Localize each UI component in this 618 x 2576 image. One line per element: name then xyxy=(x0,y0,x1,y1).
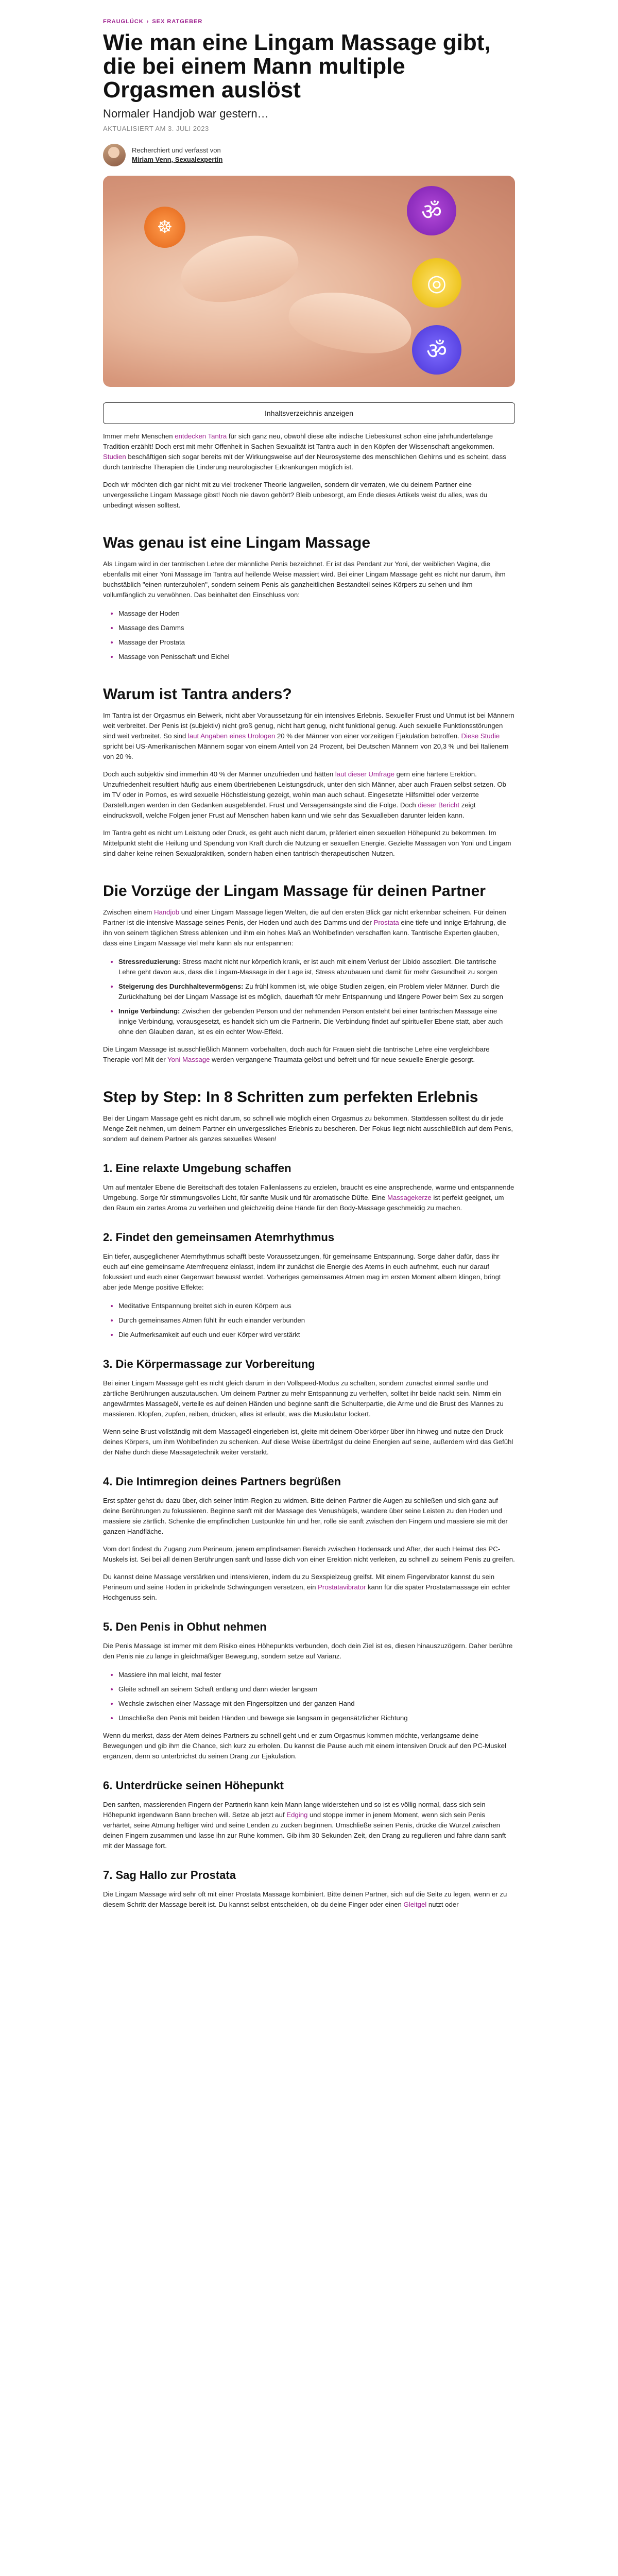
section-paragraph: Bei der Lingam Massage geht es nicht darum, so schnell wie möglich einen Orgasmus zu bekommen. Stattdessen solltest du dir jede Menge Zeit nehmen, um deinem Partner ein unvergessliches Erlebnis zu bescheren. Der Fokus liegt nicht ausschließlich auf dem Penis, sondern auf deinem Partner als ganzes sexuelles Wesen! xyxy=(103,1114,513,1143)
crown-chakra-icon: ॐ xyxy=(407,186,456,235)
list-item: • Massage der Prostata xyxy=(118,637,515,648)
section-heading-tantra: Warum ist Tantra anders? xyxy=(103,686,292,703)
text: spricht bei US-Amerikanischen Männern sogar von einem Anteil von 24 Prozent, bei Deutschen Männern von 20,3 % und bei Italienern von 20 %. xyxy=(103,742,509,760)
step-heading-5: 5. Den Penis in Obhut nehmen xyxy=(103,1620,267,1633)
step-heading-3: 3. Die Körpermassage zur Vorbereitung xyxy=(103,1358,315,1370)
text: beschäftigen sich sogar bereits mit der Wirkungsweise auf der Neurosysteme des menschlichen Gehirns und es scheint, dass durch tantrische Therapien die Linderung neurologischer Erkrankungen möglich ist. xyxy=(103,453,506,471)
text: für sich ganz neu, obwohl diese alte indische Liebeskunst schon eine jahrhundertelange Tradition erzählt! Doch erst mit mehr Offenheit in Sachen Sexualität ist Tantra auch in den Köpfen der Wissenschaft angekommen. xyxy=(103,432,494,450)
list-item-label: Steigerung des Durchhaltevermögens: xyxy=(118,982,244,990)
penis-massage-list xyxy=(103,1670,515,1723)
breadcrumb-item-fraugluck[interactable]: FRAUGLÜCK xyxy=(103,19,144,25)
link-studien[interactable]: Studien xyxy=(103,453,126,461)
section-paragraph: Bei einer Lingam Massage geht es nicht gleich darum in den Vollspeed-Modus zu schalten, sondern zunächst einmal sanfte und zärtliche Berührungen auszutauschen. Um deinem Partner zu mehr Entspannung zu verhelfen, solltet ihr beide nackt sein. Nimm ein angewärmtes Massageöl, verteile es auf deinen Händen und beginne sanft die Schulterpartie, die Arme und die Brust des Mannes zu massieren. Klopfen, zupfen, reiben, drücken, alles ist erlaubt, was die Muskulatur lockert. xyxy=(103,1379,504,1418)
section-paragraph xyxy=(103,1572,515,1603)
section-paragraph: Wenn du merkst, dass der Atem deines Partners zu schnell geht und er zum Orgasmus kommen möchte, verlangsame deine Bewegungen und gib ihm die Chance, sich kurz zu erholen. Du kannst die Pause auch mit einem intensiven Druck auf den PC-Muskel ergänzen, denn so unterbrichst du seinen Drang zur Ejakulation. xyxy=(103,1732,506,1760)
text: und stoppe immer in jenem Moment, wenn sich sein Penis verhärtet, seine Atmung heftiger wird und seine Lenden zu zucken beginnen. Umschließe seinen Penis, drücke die Wurzel zwischen deinen Fingern zusammen und lasse ihn zur Ruhe kommen. Gib ihm 30 Sekunden Zeit, den Drang zu regulieren und fahre dann sanft mit der Massage fort. xyxy=(103,1811,506,1850)
list-item: • Massage des Damms xyxy=(118,623,515,633)
list-item-text: Zu frühl kommen ist, wie obige Studien zeigen, ein Problem vieler Männer. Durch die Zurückhaltung bei der Lingam Massage ist es möglich, dauerhaft für mehr Entspannung und längere Power beim Sex zu sorgen xyxy=(118,982,503,1001)
author-box xyxy=(103,144,515,166)
link-massagekerze[interactable]: Massagekerze xyxy=(387,1194,432,1201)
text: Du kannst deine Massage verstärken und intensivieren, indem du zu Sexspielzeug greifst. Mit einem Fingervibrator kannst du sein Perineum und seine Hoden in prickelnde Schwingungen versetzen, ein xyxy=(103,1573,495,1591)
text: Die Lingam Massage ist ausschließlich Männern vorbehalten, doch auch für Frauen sieht die tantrische Lehre eine vergleichbare Therapie vor! Mit der xyxy=(103,1045,490,1063)
hero-image xyxy=(103,176,515,387)
author-prefix: Recherchiert und verfasst von xyxy=(132,146,221,154)
text: Den sanften, massierenden Fingern der Partnerin kann kein Mann lange widerstehen und so ist es völlig normal, dass sich sein Höhepunkt irgendwann Bann brechen will. Setze ab jetzt auf xyxy=(103,1801,486,1819)
intro-paragraph-1 xyxy=(103,431,515,472)
section-paragraph xyxy=(103,907,515,948)
list-item: • Durch gemeinsames Atmen fühlt ihr euch einander verbunden xyxy=(118,1315,515,1326)
updated-date: AKTUALISIERT AM 3. JULI 2023 xyxy=(103,125,209,132)
text: Zwischen einem xyxy=(103,908,154,916)
link-yoni-massage[interactable]: Yoni Massage xyxy=(167,1056,210,1063)
section-heading-steps: Step by Step: In 8 Schritten zum perfekten Erlebnis xyxy=(103,1089,478,1106)
link-handjob[interactable]: Handjob xyxy=(153,908,180,916)
text: Im Tantra ist der Orgasmus ein Beiwerk, nicht aber Voraussetzung für ein intensives Erlebnis. Sexueller Frust und Unmut ist bei Männern weit verbreitet. Der Penis ist (subjektiv) nicht groß genug, nicht hart genug, nicht funktional genug. Auch sexuelle Funktionsstörungen sind weit verbreitet. So sind xyxy=(103,711,514,740)
link-gleitgel[interactable]: Gleitgel xyxy=(403,1901,427,1908)
step-heading-7: 7. Sag Hallo zur Prostata xyxy=(103,1869,236,1882)
text: Doch auch subjektiv sind immerhin 40 % der Männer unzufrieden und hätten xyxy=(103,770,335,778)
list-item-text: Zwischen der gebenden Person und der nehmenden Person entsteht bei einer tantrischen Massage eine innige Verbindung, vorausgesetzt, es handelt sich um die Partnerin. Die Verbindung findet auf spiritueller Ebene statt, aber auch ohne den Glauben daran, ist es ein echter Wow-Effekt. xyxy=(118,1007,503,1036)
text: nutzt oder xyxy=(426,1901,459,1908)
list-item: • Massiere ihn mal leicht, mal fester xyxy=(118,1670,515,1680)
link-prostata[interactable]: Prostata xyxy=(373,919,399,926)
list-item-label: Innige Verbindung: xyxy=(118,1007,180,1015)
list-item xyxy=(118,981,515,1002)
author-text xyxy=(132,146,222,164)
list-item xyxy=(118,1006,515,1037)
text: Um auf mentaler Ebene die Bereitschaft des totalen Fallenlassens zu erzielen, braucht es eine ansprechende, warme und entspannende Umgebung. Sorge für stimmungsvolles Licht, für sanfte Musik und für aromatische Düfte. Eine xyxy=(103,1183,514,1201)
link-studie[interactable]: Diese Studie xyxy=(461,732,500,740)
step-heading-1: 1. Eine relaxte Umgebung schaffen xyxy=(103,1162,291,1175)
solar-plexus-chakra-icon: ◎ xyxy=(412,258,461,308)
text: gern eine härtere Erektion. Unzufriedenheit resultiert häufig aus einem übertriebenen Leistungsdruck, unter den sich Männer, aber auch Frauen selbst setzen. Ob im TV oder in Pornos, es wird sexuelle Höchstleistung gezeigt, wohin man auch schaut. Eingesetzte Hilfsmittel oder verzerrte Darstellungen werden in den Gedanken ausgeblendet. Frust und Versagensängste sind die Folge. Doch xyxy=(103,770,506,809)
section-paragraph xyxy=(103,710,515,762)
section-paragraph: Vom dort findest du Zugang zum Perineum, jenem empfindsamen Bereich zwischen Hodensack und After, der auch Heimat des PC-Muskels ist. Sei bei all deinen Berührungen sanft und lasse dich von einer Erektion nicht verleiten, zu schnell zu seinem Penis zu greifen. xyxy=(103,1545,515,1563)
right-hand-illustration xyxy=(284,284,416,361)
link-urologe[interactable]: laut Angaben eines Urologen xyxy=(187,732,276,740)
text: 20 % der Männer von einer vorzeitigen Ejakulation betroffen. xyxy=(275,732,461,740)
list-item-text: Stress macht nicht nur körperlich krank, er ist auch mit einem Verlust der Libido assoziiert. Die tantrische Lehre geht davon aus, dass die Lingam-Massage in der Lage ist, Stress abzubauen und damit für mehr Gesundheit zu sorgen xyxy=(118,958,498,976)
list-item: • Die Aufmerksamkeit auf euch und euer Körper wird verstärkt xyxy=(118,1330,515,1340)
section-paragraph xyxy=(103,1044,515,1065)
text: eine tiefe und innige Erfahrung, die ihn von seinem täglichen Stress ablenken und ihm ein hohes Maß an Wohlbefinden verschaffen kann. Tantrische Experten glauben, dass eine Lingam Massage viel mehr kann als nur entspannen: xyxy=(103,919,506,947)
breadcrumb xyxy=(103,19,515,25)
link-bericht[interactable]: dieser Bericht xyxy=(418,801,460,809)
section-paragraph: Erst später gehst du dazu über, dich seiner Intim-Region zu widmen. Bitte deinen Partner die Augen zu schließen und sich ganz auf deine Berührungen zu fokussieren. Beginne sanft mit der Massage des Venushügels, wandere über seine Leisten zu den Hoden und massiere sie zärtlich. Schenke die empfindlichen Lustpunkte hin und her, rolle sie sanft zwischen den Fingern und massiere sie mit der ganzen Handfläche. xyxy=(103,1497,508,1535)
link-prostatavibrator[interactable]: Prostatavibrator xyxy=(318,1583,366,1591)
text: werden vergangene Traumata gelöst und befreit und für neue sexuelle Energie gesorgt. xyxy=(210,1056,475,1063)
list-item: • Meditative Entspannung breitet sich in euren Körpern aus xyxy=(118,1301,515,1311)
list-item: • Massage der Hoden xyxy=(118,608,515,619)
link-tantra[interactable]: entdecken Tantra xyxy=(175,432,227,440)
list-item xyxy=(118,957,515,977)
author-avatar[interactable] xyxy=(103,144,126,166)
text: und einer Lingam Massage liegen Welten, die auf den ersten Blick gar nicht erkennbar scheinen. Für deinen Partner ist die intensive Massage seines Penis, der Hoden und auch des Damms und der xyxy=(103,908,506,926)
list-item: • Umschließe den Penis mit beiden Händen und bewege sie langsam in gegensätzlicher Richtung xyxy=(118,1713,515,1723)
breadcrumb-item-sex-ratgeber[interactable]: SEX RATGEBER xyxy=(152,19,203,25)
left-hand-illustration xyxy=(175,226,304,311)
list-item: • Wechsle zwischen einer Massage mit den Fingerspitzen und der ganzen Hand xyxy=(118,1699,515,1709)
page-subtitle: Normaler Handjob war gestern… xyxy=(103,107,269,120)
section-paragraph: Die Penis Massage ist immer mit dem Risiko eines Höhepunkts verbunden, doch dein Ziel ist es, diesen hinauszuzögern. Daher berühre den Penis nie zu lange in gleichmäßiger Bewegung, sondern setze auf Varianz. xyxy=(103,1642,513,1660)
list-item-label: Stressreduzierung: xyxy=(118,958,181,965)
link-umfrage[interactable]: laut dieser Umfrage xyxy=(335,770,394,778)
link-edging[interactable]: Edging xyxy=(286,1811,308,1819)
intro-paragraph-2: Doch wir möchten dich gar nicht mit zu viel trockener Theorie langweilen, sondern dir verraten, wie du deinem Partner eine unvergessliche Lingam Massage gibst! Noch nie davon gehört? Bleib unbesorgt, am Ende dieses Artikels weist du alles, was du unbedingt wissen solltest. xyxy=(103,481,488,509)
step-heading-4: 4. Die Intimregion deines Partners begrüßen xyxy=(103,1475,341,1488)
section-paragraph xyxy=(103,1889,515,1910)
massage-list xyxy=(103,608,515,662)
list-item: • Massage von Penisschaft und Eichel xyxy=(118,652,515,662)
section-heading-vorzuege: Die Vorzüge der Lingam Massage für deinen Partner xyxy=(103,883,486,900)
step-heading-6: 6. Unterdrücke seinen Höhepunkt xyxy=(103,1779,284,1792)
breadcrumb-separator: › xyxy=(146,19,149,25)
section-paragraph xyxy=(103,1182,515,1213)
section-paragraph xyxy=(103,1800,515,1851)
sacral-chakra-icon: ☸ xyxy=(144,207,185,248)
section-paragraph: Im Tantra geht es nicht um Leistung oder Druck, es geht auch nicht darum, präferiert einen sexuellen Höhepunkt zu bekommen. Im Mittelpunkt steht die Heilung und Spendung von Kraft durch die Nutzung er sexuellen Energie. Gezielte Massagen von Yoni und Lingam sind daher keine reinen Sexualpraktiken, sondern haben einen tantrisch-therapeutischen Nutzen. xyxy=(103,829,511,857)
page-title: Wie man eine Lingam Massage gibt, die bei einem Mann multiple Orgasmen auslöst xyxy=(103,30,491,103)
text: Die Lingam Massage wird sehr oft mit einer Prostata Massage kombiniert. Bitte deinen Partner, sich auf die Seite zu legen, wenn er zu diesem Schritt der Massage bereit ist. Du kannst selbst entscheiden, ob du deine Finger oder einen xyxy=(103,1890,507,1908)
benefits-list xyxy=(103,957,515,1037)
text: kann für die später Prostatamassage ein echter Hochgenuss sein. xyxy=(103,1583,510,1601)
step-heading-2: 2. Findet den gemeinsamen Atemrhythmus xyxy=(103,1231,335,1244)
toc-toggle-button[interactable]: Inhaltsverzeichnis anzeigen xyxy=(103,402,515,424)
section-paragraph: Als Lingam wird in der tantrischen Lehre der männliche Penis bezeichnet. Er ist das Pendant zur Yoni, der weiblichen Vagina, die ebenfalls mit einer Yoni Massage im Tantra auf heilende Weise massiert wird. Bei einer Lingam Massage geht es nicht nur darum, ihm buchstäblich "einen runterzuholen", sondern seinem Penis als ganzheitlichen Bestandteil seines Körpers zu sehen und ihm vollumfänglich zu verwöhnen. Das beinhaltet den Einschluss von: xyxy=(103,560,506,599)
throat-chakra-icon: ॐ xyxy=(412,325,461,375)
breathing-list xyxy=(103,1301,515,1340)
text: zeigt eindrucksvoll, welche Folgen jener Frust auf Menschen haben kann und wie sehr das Sexualleben darunter leiden kann. xyxy=(103,801,476,819)
section-heading-was-ist: Was genau ist eine Lingam Massage xyxy=(103,534,371,551)
text: ist perfekt geeignet, um den Raum ein zartes Aroma zu verleihen und gleichzeitig deine Hände für den Body-Massage geschmeidig zu machen. xyxy=(103,1194,504,1212)
article xyxy=(103,0,515,1910)
section-paragraph xyxy=(103,769,515,821)
section-paragraph: Ein tiefer, ausgeglichener Atemrhythmus schafft beste Voraussetzungen, für gemeinsame Entspannung. Sorge daher dafür, dass ihr euch auf eine gemeinsame Atemfrequenz einlasst, indem ihr zunächst die Energie des Atems in euch aufnehmt, euch nur darauf fokussiert und euch einer Gegenwart bewusst werdet. Vorheriges gemeinsames Atmen mag im ersten Moment albern klingen, bringt aber jede Menge positive Effekte: xyxy=(103,1252,501,1291)
author-name-link[interactable]: Miriam Venn, Sexualexpertin xyxy=(132,156,223,163)
text: Immer mehr Menschen xyxy=(103,432,175,440)
section-paragraph: Wenn seine Brust vollständig mit dem Massageöl eingerieben ist, gleite mit deinem Oberkörper über ihn hinweg und nutze den Druck deines Körpers, um ihm Wohlbefinden zu schenken. Auf diese Weise überträgst du deine Energien auf seine, außerdem wird das Gefühl der Nähe durch diese Massagetechnik weiter verstärkt. xyxy=(103,1428,513,1456)
list-item: • Gleite schnell an seinem Schaft entlang und dann wieder langsam xyxy=(118,1684,515,1694)
